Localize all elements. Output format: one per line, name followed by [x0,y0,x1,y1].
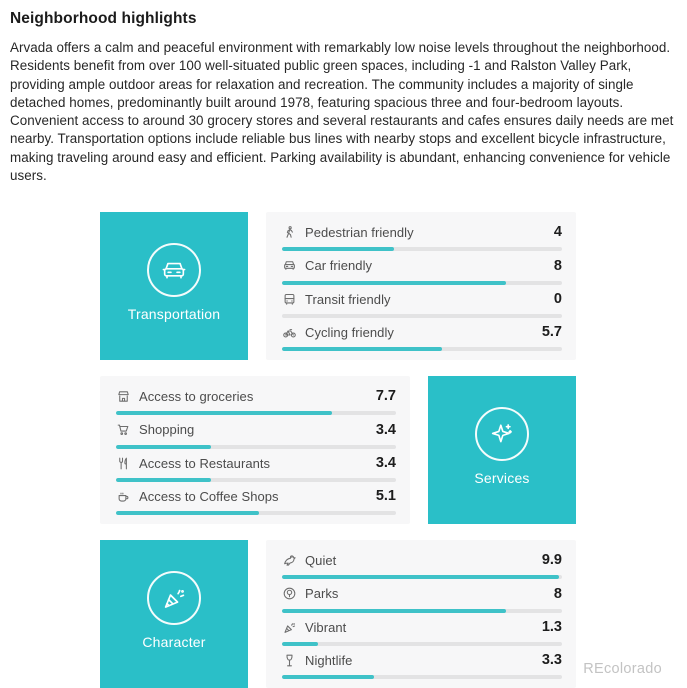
services-card [428,376,576,524]
card-label: Transportation [127,306,221,323]
metric-label: Nightlife [305,652,353,668]
services-section [100,376,576,524]
metric-row [282,551,562,579]
metric-bar-track [282,347,562,351]
services-metrics-panel [100,376,410,524]
metric-bar-track [116,478,396,482]
metric-bar-track [282,609,562,613]
metric-row [116,387,396,415]
metric-value: 8 [553,585,562,602]
metric-row [116,454,396,482]
metric-label: Access to Coffee Shops [139,488,279,504]
party-popper-circle-icon [147,571,201,625]
metric-value: 4 [553,224,562,241]
metric-value: 3.4 [375,455,396,472]
metric-bar-track [116,511,396,515]
transportation-section [100,212,576,360]
metric-value: 0 [553,291,562,308]
metric-bar-track [116,445,396,449]
bus-icon [282,292,297,307]
recolorado-watermark: REcolorado [583,661,662,677]
transportation-card [100,212,248,360]
metric-bar-fill [116,511,259,515]
metric-bar-track [282,642,562,646]
metric-label: Shopping [139,422,195,438]
metric-bar-track [116,411,396,415]
storefront-icon [116,389,131,404]
character-card [100,540,248,688]
metric-value: 3.4 [375,421,396,438]
metric-label: Quiet [305,552,337,568]
metric-label: Transit friendly [305,291,391,307]
metric-bar-track [282,575,562,579]
pedestrian-icon [282,225,297,240]
metric-label: Car friendly [305,258,373,274]
metric-bar-track [282,281,562,285]
bicycle-icon [282,325,297,340]
metric-label: Vibrant [305,619,347,635]
coffee-icon [116,489,131,504]
metric-label: Pedestrian friendly [305,224,414,240]
metric-bar-track [282,247,562,251]
metric-value: 5.1 [375,488,396,505]
metric-bar-fill [282,675,374,679]
car-icon [282,258,297,273]
metric-row [282,585,562,613]
card-label: Services [474,470,530,487]
metric-bar-fill [116,445,211,449]
utensils-icon [116,456,131,471]
card-label: Character [142,634,206,651]
metric-row [116,421,396,449]
metric-row [116,487,396,515]
transportation-metrics-panel [266,212,576,360]
character-section [100,540,576,688]
metric-label: Parks [305,586,339,602]
metric-bar-fill [282,281,506,285]
metric-bar-track [282,314,562,318]
metric-row [282,651,562,679]
metric-row [282,257,562,285]
metric-value: 9.9 [541,552,562,569]
metric-bar-fill [282,575,559,579]
cart-icon [116,422,131,437]
intro-paragraph: Arvada offers a calm and peaceful environment with remarkably low noise levels throughout the neighborhood. Residents benefit from over 100 well-situated public green spaces, including -1 and Ralston Valley Park, providing ample outdoor areas for relaxation and recreation. The community includes a majority of single detached homes, predominantly built around 1978, featuring spacious three and four-bedroom layouts. Convenient access to around 30 grocery stores and several restaurants and cafes ensures daily needs are met nearby. Transportation options include reliable bus lines with nearby stops and excellent bicycle infrastructure, making traveling around easy and efficient. Parking availability is abundant, enhancing convenience for vehicle users. [10,40,674,184]
metric-bar-fill [282,247,394,251]
metric-value: 8 [553,257,562,274]
metric-row [282,323,562,351]
metric-label: Cycling friendly [305,324,394,340]
bird-icon [282,553,297,568]
metric-label: Access to groceries [139,388,254,404]
metric-value: 5.7 [541,324,562,341]
metric-label: Access to Restaurants [139,455,271,471]
metric-value: 7.7 [375,388,396,405]
metric-bar-fill [116,478,211,482]
metric-value: 3.3 [541,652,562,669]
metric-bar-fill [282,609,506,613]
metric-bar-fill [116,411,332,415]
tree-icon [282,586,297,601]
metric-row [282,290,562,318]
page-title: Neighborhood highlights [10,10,197,27]
car-circle-icon [147,243,201,297]
character-metrics-panel [266,540,576,688]
cocktail-icon [282,653,297,668]
rating-sections [100,212,576,688]
metric-bar-track [282,675,562,679]
metric-value: 1.3 [541,619,562,636]
metric-bar-fill [282,642,318,646]
party-popper-icon [282,620,297,635]
metric-bar-fill [282,347,442,351]
sparkle-circle-icon [475,407,529,461]
metric-row [282,223,562,251]
metric-row [282,618,562,646]
